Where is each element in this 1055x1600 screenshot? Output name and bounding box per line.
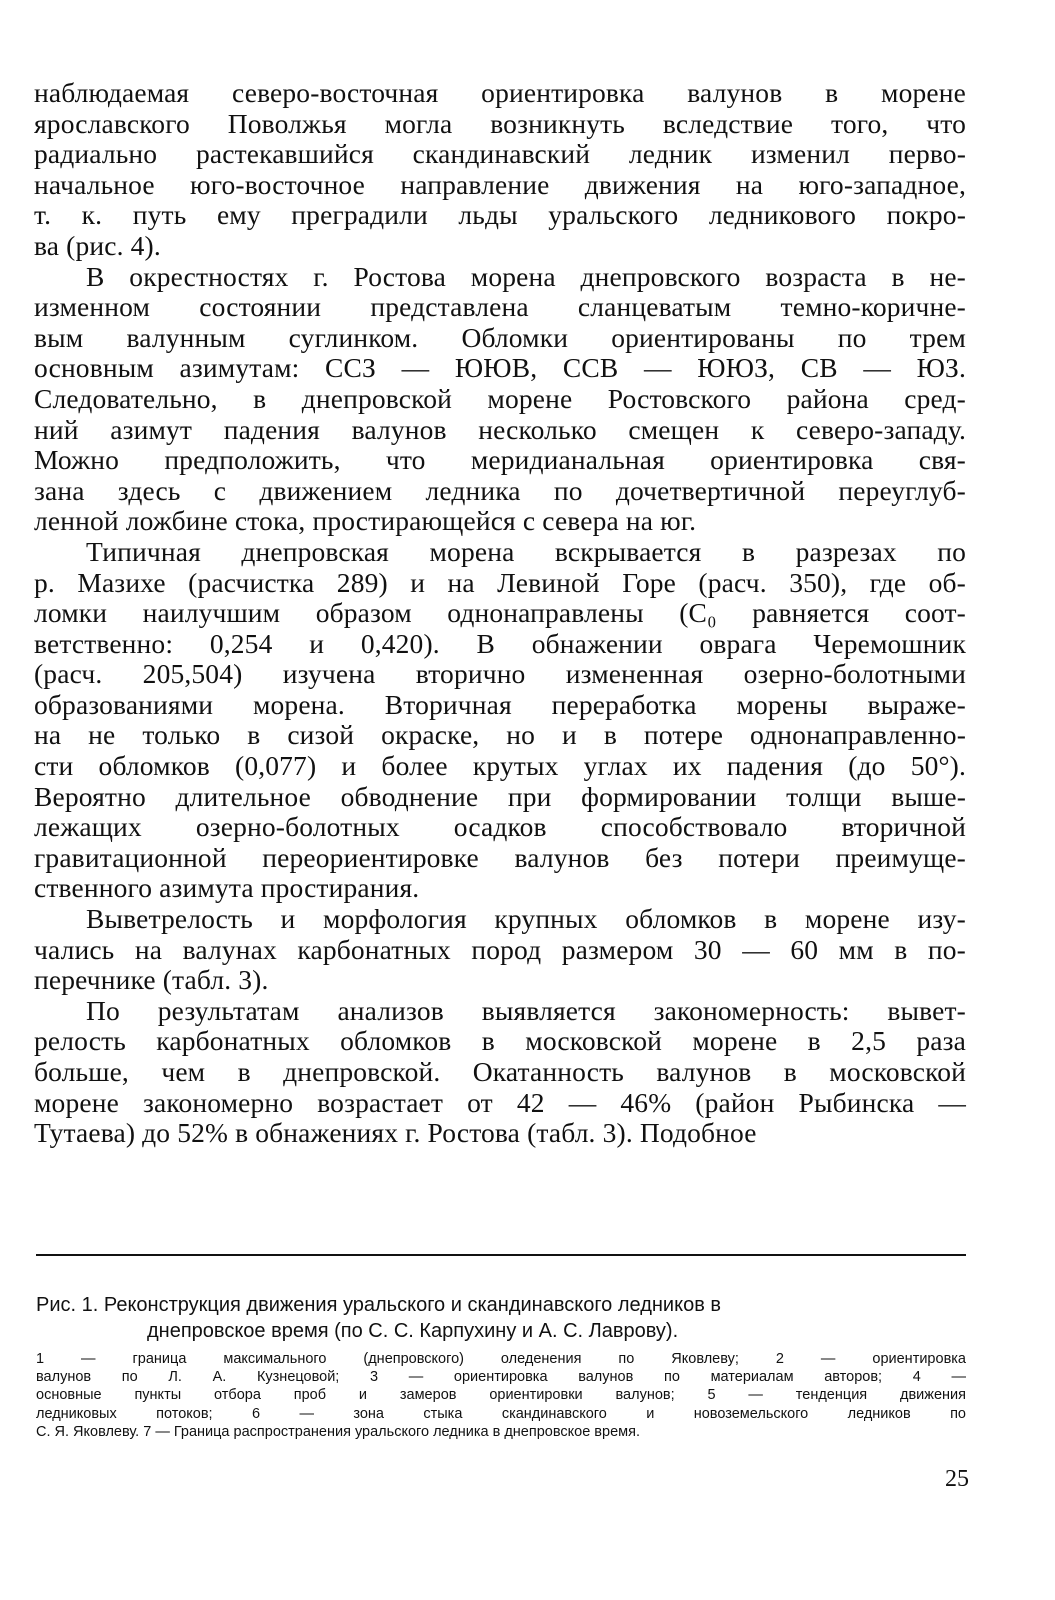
- caption-legend: [36, 1350, 966, 1441]
- text-line: ярославского Поволжья могла возникнуть вследствие того, что: [34, 107, 966, 139]
- caption-title-line: Рис. 1. Реконструкция движения уральского и скандинавского ледников в: [36, 1294, 721, 1316]
- text-line: релость карбонатных обломков в московской морене в 2,5 раза: [34, 1025, 966, 1057]
- text-line: ломки наилучшим образом однонаправлены (C₀ равняется соот-: [34, 597, 966, 629]
- paragraph: [34, 996, 966, 1149]
- text-line: лежащих озерно-болотных осадков способствовало вторичной: [34, 811, 966, 843]
- text-line: ва (рис. 4).: [34, 229, 161, 261]
- legend-line: валунов по Л. А. Кузнецовой; 3 — ориентировка валунов по материалам авторов; 4 —: [36, 1369, 966, 1386]
- text-line: Выветрелость и морфология крупных обломков в морене изу-: [86, 903, 966, 935]
- text-line: т. к. путь ему преградили льды уральского ледникового покро-: [34, 199, 966, 231]
- text-line: больше, чем в днепровской. Окатанность валунов в московской: [34, 1056, 966, 1087]
- page-number: 25: [945, 1466, 969, 1492]
- text-line: изменном состоянии представлена сланцеватым темно-коричне-: [34, 291, 966, 323]
- legend-line: 1 — граница максимального (днепровского) оледенения по Яковлеву; 2 — ориентировка: [36, 1351, 966, 1367]
- paragraph: [34, 78, 966, 262]
- text-line: ний азимут падения валунов несколько смещен к северо-западу.: [34, 413, 966, 445]
- text-line: ленной ложбине стока, простирающейся с севера на юг.: [34, 505, 697, 537]
- text-line: радиально растекавшийся скандинавский ледник изменил перво-: [34, 138, 966, 170]
- text-line: чались на валунах карбонатных пород размером 30 — 60 мм в по-: [34, 933, 966, 965]
- text-line: Можно предположить, что меридианальная ориентировка свя-: [34, 444, 966, 476]
- text-line: начальное юго-восточное направление движения на юго-западное,: [34, 168, 966, 200]
- text-line: морене закономерно возрастает от 42 — 46% (район Рыбинска —: [34, 1086, 966, 1118]
- text-line: перечнике (табл. 3).: [34, 964, 269, 996]
- text-line: (расч. 205,504) изучена вторично измененная озерно-болотными: [34, 658, 966, 690]
- legend-line: С. Я. Яковлеву. 7 — Граница распространения уральского ледника в днепровское время.: [36, 1423, 640, 1440]
- text-line: вым валунным суглинком. Обломки ориентированы по трем: [34, 321, 966, 353]
- paragraph: [34, 262, 966, 537]
- text-line: ветственно: 0,254 и 0,420). В обнажении оврага Черемошник: [34, 627, 966, 659]
- text-line: По результатам анализов выявляется закономерность: вывет-: [86, 994, 966, 1026]
- text-line: Вероятно длительное обводнение при формировании толщи выше-: [34, 780, 966, 812]
- paragraph: [34, 537, 966, 904]
- legend-line: ледниковых потоков; 6 — зона стыка скандинавского и новоземельского ледников по: [36, 1405, 966, 1422]
- text-line: зана здесь с движением ледника по дочетвертичной переуглуб-: [34, 474, 966, 506]
- legend-line: основные пункты отбора проб и замеров ориентировки валунов; 5 — тенденция движения: [36, 1387, 966, 1404]
- text-line: Следовательно, в днепровской морене Ростовского района сред-: [34, 382, 966, 414]
- text-line: В окрестностях г. Ростова морена днепровского возраста в не-: [86, 260, 966, 292]
- body-text: [34, 78, 966, 1149]
- text-line: Тутаева) до 52% в обнажениях г. Ростова (табл. 3). Подобное: [34, 1117, 757, 1149]
- caption-title: [36, 1292, 966, 1344]
- text-line: гравитационной переориентировке валунов без потери преимуще-: [34, 841, 966, 873]
- caption-title-line: днепровское время (по С. С. Карпухину и А. С. Лаврову).: [147, 1320, 679, 1342]
- text-line: наблюдаемая северо-восточная ориентировка валунов в морене: [34, 77, 966, 108]
- text-line: р. Мазихе (расчистка 289) и на Левиной Горе (расч. 350), где об-: [34, 566, 966, 598]
- text-line: основным азимутам: ССЗ — ЮЮВ, ССВ — ЮЮЗ, СВ — ЮЗ.: [34, 352, 966, 384]
- text-line: ственного азимута простирания.: [34, 872, 420, 904]
- text-line: образованиями морена. Вторичная переработка морены выраже-: [34, 688, 966, 720]
- text-line: сти обломков (0,077) и более крутых углах их падения (до 50°).: [34, 750, 966, 782]
- paragraph: [34, 904, 966, 996]
- text-line: на не только в сизой окраске, но и в потере однонаправленно-: [34, 719, 966, 751]
- figure-caption: [36, 1292, 966, 1441]
- caption-divider: [36, 1254, 966, 1256]
- text-line: Типичная днепровская морена вскрывается в разрезах по: [86, 535, 966, 567]
